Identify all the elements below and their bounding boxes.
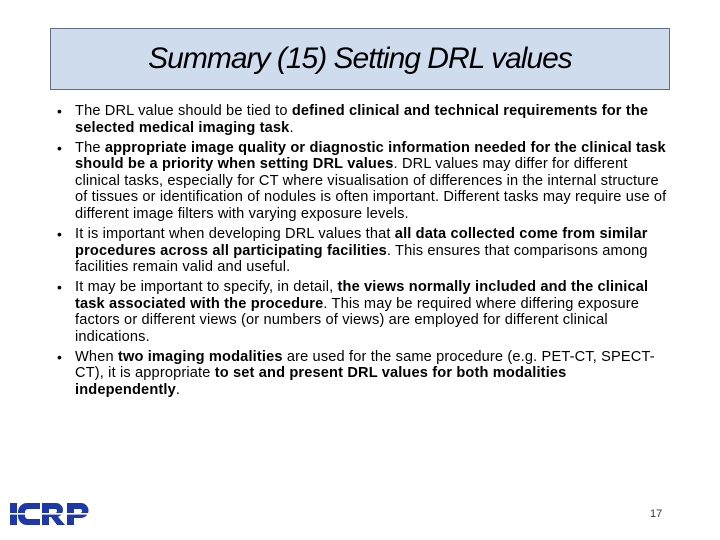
bullet-dot-icon: •: [57, 139, 63, 156]
bullet-text: . DRL values may differ for different clinical tasks, especially for CT where visualisation of differences in the internal structure of tissues or identification of nodules is often important. Different tasks may require use of different image filters with varying exposure levels.: [75, 156, 667, 222]
page-number: 17: [650, 508, 663, 520]
bullet-text: are used for the same procedure (e.g. PET-CT, SPECT-CT), it is appropriate: [75, 348, 655, 382]
bullet-bold-text: to set and present DRL values for both modalities independently: [75, 365, 567, 399]
bullet-text: .: [289, 119, 294, 136]
bullet-bold-text: defined clinical and technical requirements for the selected medical imaging task: [75, 103, 649, 136]
bullet-text: .: [175, 382, 181, 399]
bullet-item: [54, 349, 672, 399]
title-box: [50, 28, 670, 90]
bullet-dot-icon: •: [57, 348, 63, 365]
bullet-bold-text: appropriate image quality or diagnostic information needed for the clinical task should be a priority when setting DRL values: [75, 139, 666, 173]
bullet-bold-text: two imaging modalities: [117, 348, 283, 365]
bullet-item: [54, 279, 672, 345]
bullet-bold-text: all data collected come from similar procedures across all participating facilities: [75, 225, 648, 259]
bullet-item: [54, 140, 672, 223]
bullet-text: The: [75, 139, 105, 156]
icrp-logo: [10, 500, 92, 528]
bullet-text: It is important when developing DRL values that: [75, 225, 395, 242]
bullet-dot-icon: •: [57, 225, 63, 242]
bullet-dot-icon: •: [57, 279, 63, 296]
bullet-bold-text: the views normally included and the clinical task associated with the procedure: [75, 279, 649, 312]
slide-title: Summary (15) Setting DRL values: [148, 42, 572, 75]
bullet-text: It may be important to specify, in detail,: [75, 279, 338, 296]
bullet-item: [54, 226, 672, 276]
bullet-text: . This may be required where differing exposure factors or different views (or numbers of views) are employed for different clinical indications.: [75, 295, 639, 345]
bullet-text: . This ensures that comparisons among facilities remain valid and useful.: [75, 242, 648, 276]
bullet-item: [54, 103, 672, 136]
bullet-text: When: [75, 348, 118, 365]
bullet-text: The DRL value should be tied to: [75, 103, 292, 119]
bullet-list: [54, 103, 672, 402]
bullet-dot-icon: •: [57, 103, 63, 119]
